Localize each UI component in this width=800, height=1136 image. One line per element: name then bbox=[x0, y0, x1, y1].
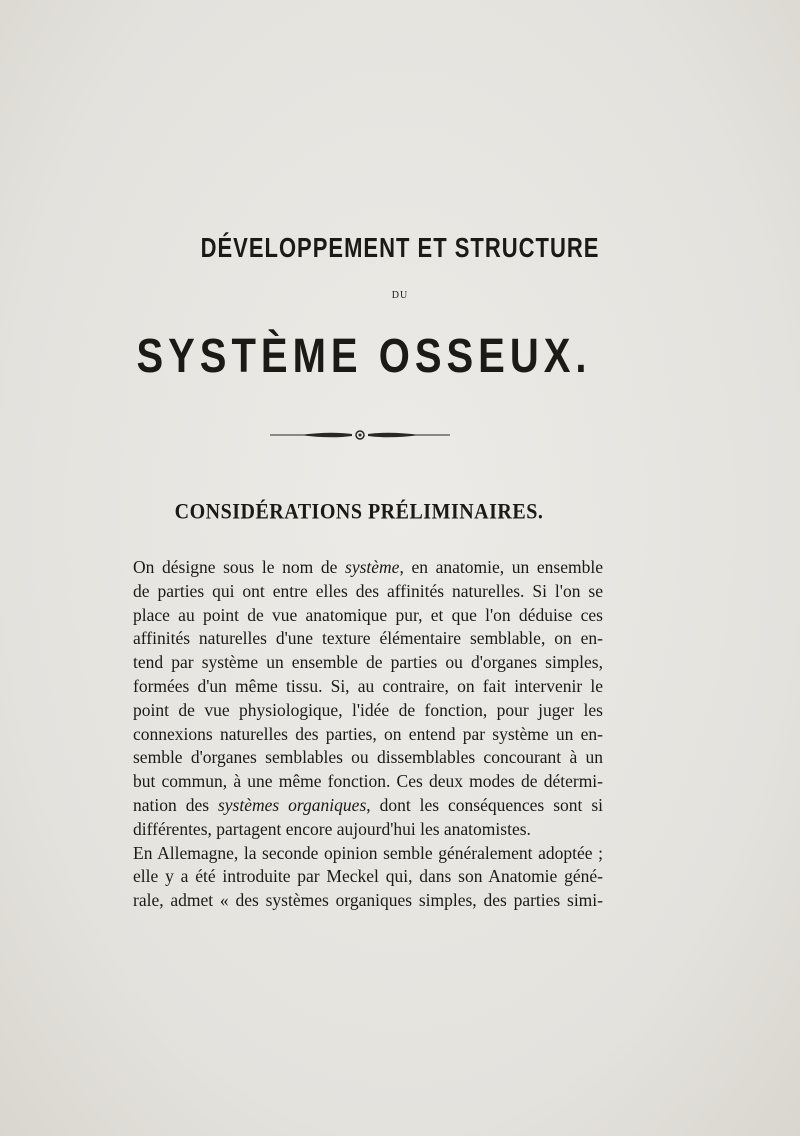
title-line-3: SYSTÈME OSSEUX. bbox=[136, 330, 592, 383]
section-title: CONSIDÉRATIONS PRÉLIMINAIRES. bbox=[174, 500, 544, 525]
text-line: tend par système un ensemble de parties ou d'organes simples, bbox=[133, 652, 603, 673]
text-line: de parties qui ont entre elles des affinités naturelles. Si l'on se bbox=[133, 580, 603, 601]
text-line: elle y a été introduite par Meckel qui, dans son Anatomie géné- bbox=[133, 866, 603, 887]
text-line: affinités naturelles d'une texture élémentaire semblable, on en- bbox=[133, 628, 603, 649]
text-line: En Allemagne, la seconde opinion semble généralement adoptée ; bbox=[133, 842, 603, 863]
text-line: On désigne sous le nom de système, en anatomie, un ensemble bbox=[133, 557, 603, 577]
text-line: semble d'organes semblables ou dissemblables concourant à un bbox=[133, 747, 603, 768]
text-line: point de vue physiologique, l'idée de fonction, pour juger les bbox=[133, 699, 603, 720]
text-line: connexions naturelles des parties, on entend par système un en- bbox=[133, 723, 603, 744]
text-line: différentes, partagent encore aujourd'hui les anatomistes. bbox=[133, 818, 531, 839]
text-line: place au point de vue anatomique pur, et que l'on déduise ces bbox=[133, 604, 603, 625]
text-line: rale, admet « des systèmes organiques simples, des parties simi- bbox=[133, 890, 603, 911]
text-line: nation des systèmes organiques, dont les conséquences sont si bbox=[133, 794, 603, 815]
body-text bbox=[133, 556, 603, 913]
text-line: formées d'un même tissu. Si, au contraire, on fait intervenir le bbox=[133, 675, 603, 696]
ornament-divider bbox=[270, 428, 450, 442]
title-line-2: DU bbox=[391, 290, 409, 301]
text-line: but commun, à une même fonction. Ces deux modes de détermi- bbox=[133, 771, 603, 792]
title-line-1: DÉVELOPPEMENT ET STRUCTURE bbox=[200, 232, 600, 264]
